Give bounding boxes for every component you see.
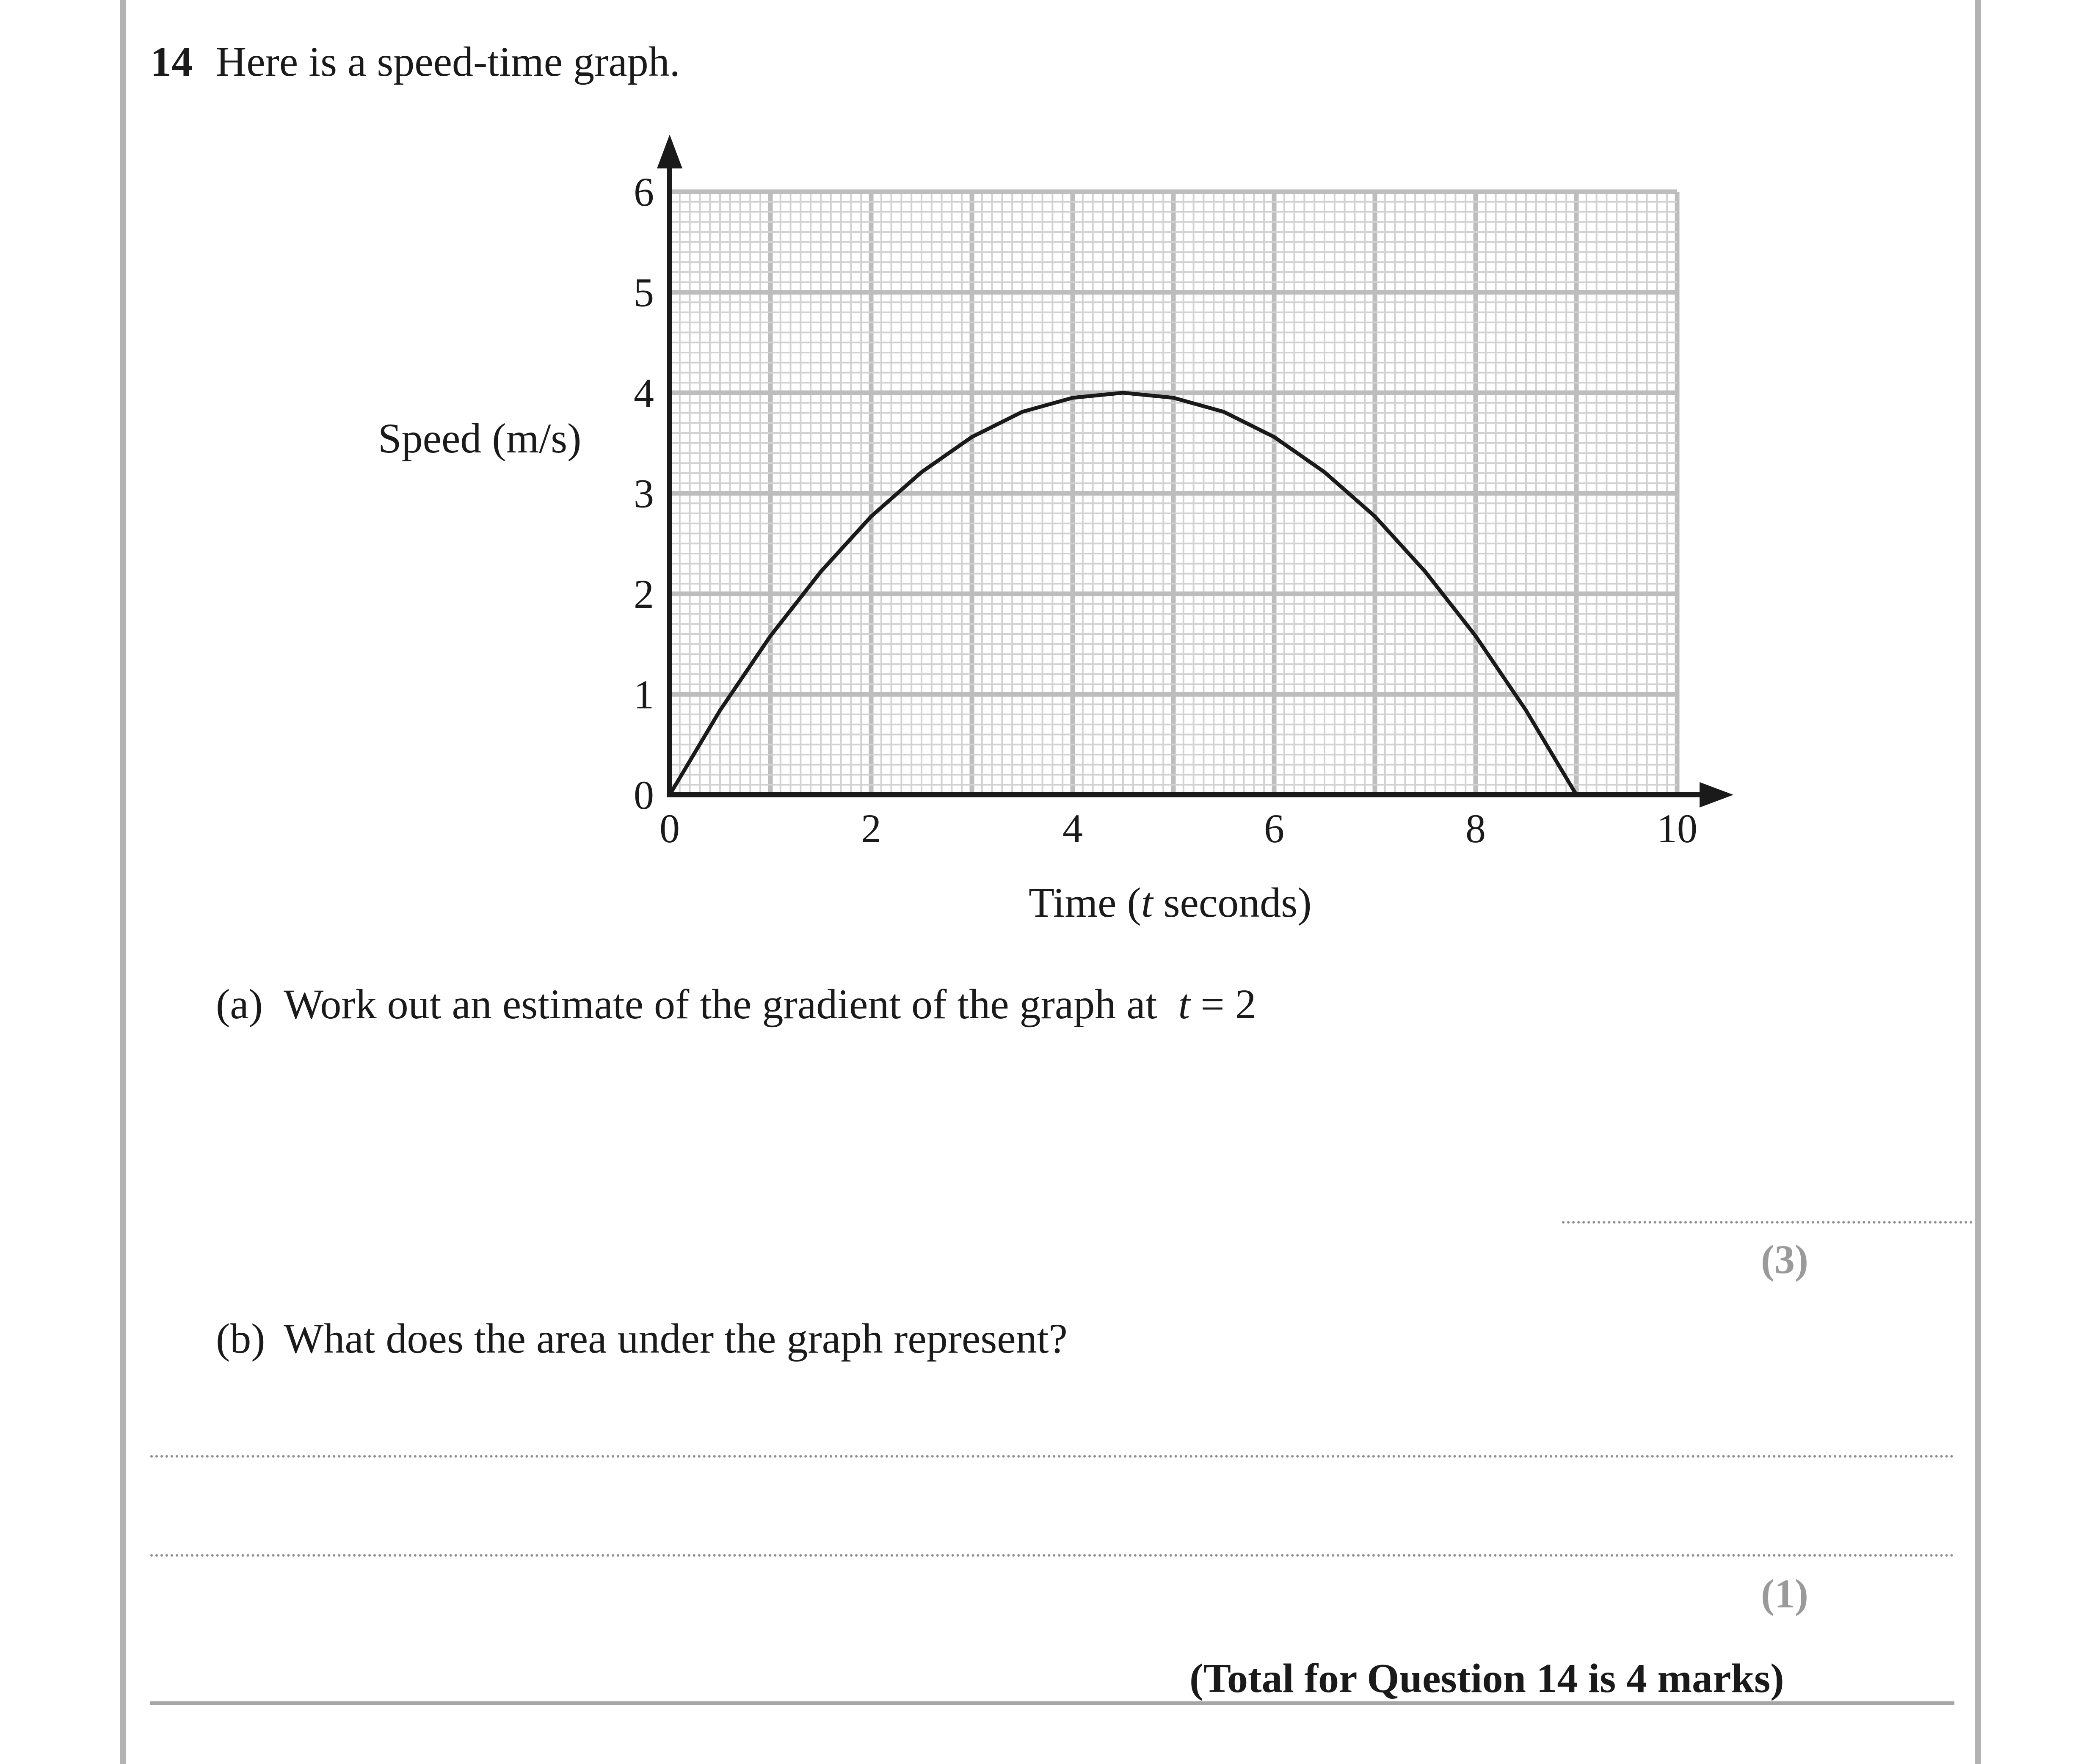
x-axis-label-prefix: Time ( <box>1029 879 1141 926</box>
x-tick-label: 0 <box>660 806 680 851</box>
question-number: 14 <box>150 38 193 85</box>
y-axis-arrow <box>657 135 682 168</box>
x-tick-label: 6 <box>1264 806 1284 851</box>
part-a-label: (a) <box>216 981 263 1028</box>
y-tick-label: 4 <box>634 370 654 416</box>
y-axis-label: Speed (m/s) <box>378 415 582 462</box>
marks-b: (1) <box>1761 1571 1808 1616</box>
x-tick-label: 10 <box>1657 806 1697 851</box>
x-tick-label: 4 <box>1062 806 1083 851</box>
y-tick-label: 1 <box>634 672 654 717</box>
answer-line-b2[interactable] <box>150 1554 1954 1557</box>
end-rule <box>150 1701 1954 1705</box>
y-tick-label: 6 <box>634 169 654 215</box>
part-a-var: t <box>1178 981 1190 1028</box>
part-a-text: Work out an estimate of the gradient of the graph at <box>284 981 1157 1028</box>
part-b-label: (b) <box>216 1315 265 1362</box>
y-tick-label: 0 <box>634 772 654 818</box>
part-b-text: What does the area under the graph represent? <box>284 1315 1068 1362</box>
x-axis-label <box>1029 878 1312 927</box>
x-axis-label-var: t <box>1141 879 1153 926</box>
part-b <box>216 1314 1068 1363</box>
answer-line-b1[interactable] <box>150 1455 1954 1458</box>
answer-line-a[interactable] <box>1562 1221 1973 1224</box>
graph-axes <box>657 135 1733 808</box>
part-a <box>216 980 1256 1028</box>
total-marks: (Total for Question 14 is 4 marks) <box>1189 1656 1784 1701</box>
graph-grid <box>670 192 1677 795</box>
marks-a: (3) <box>1761 1237 1808 1282</box>
y-tick-label: 2 <box>634 571 654 617</box>
x-axis-label-suffix: seconds) <box>1153 879 1312 926</box>
question-text: Here is a speed-time graph. <box>216 38 680 85</box>
x-tick-label: 2 <box>861 806 881 851</box>
x-tick-label: 8 <box>1465 806 1486 851</box>
x-axis-arrow <box>1700 782 1733 808</box>
y-tick-label: 5 <box>634 270 654 315</box>
part-a-rest: = 2 <box>1190 981 1256 1028</box>
y-tick-label: 3 <box>634 471 654 516</box>
